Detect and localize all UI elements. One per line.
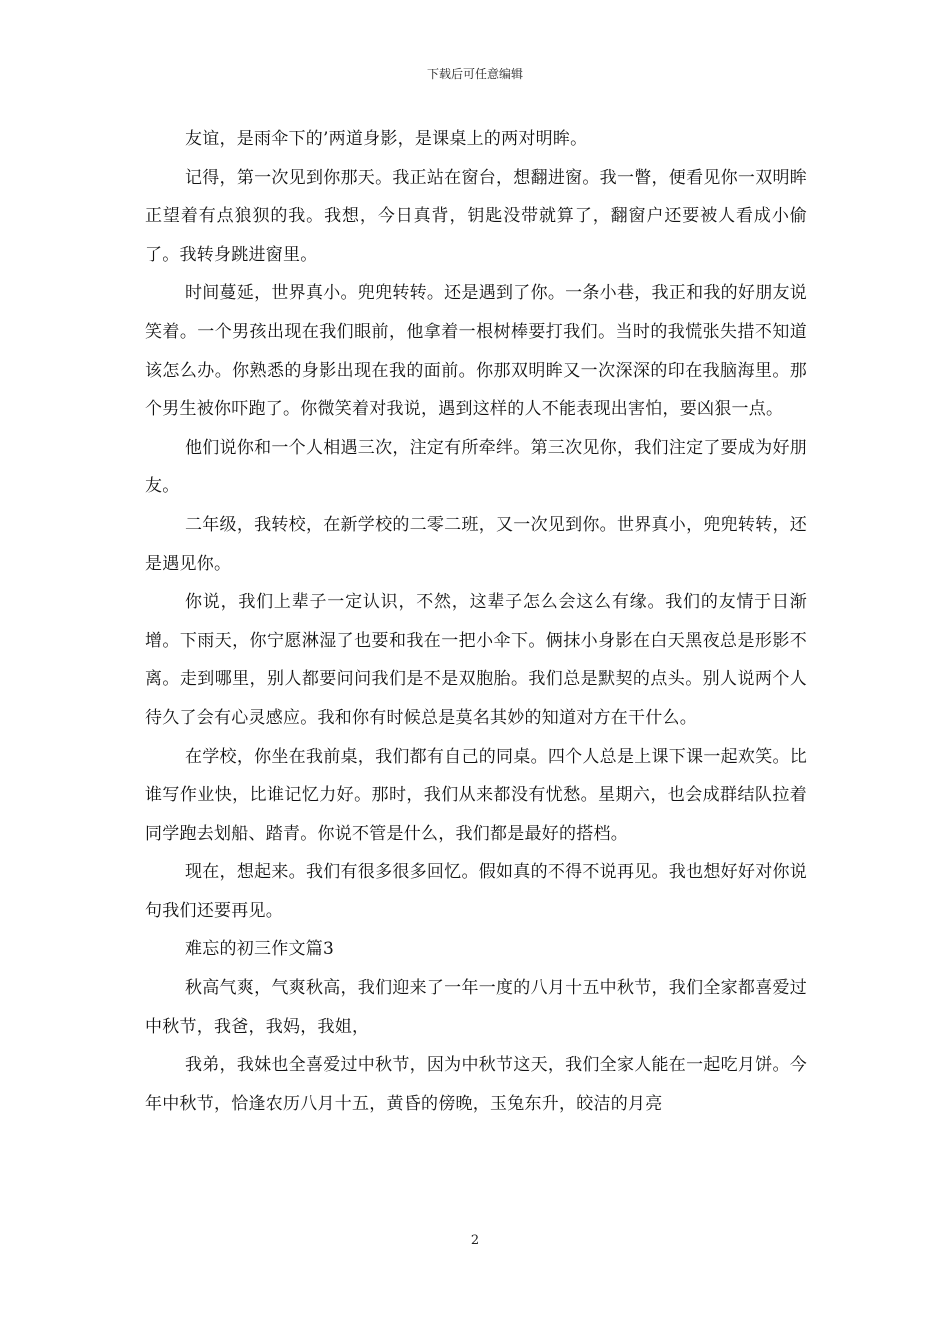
paragraph: 我弟，我妹也全喜爱过中秋节，因为中秋节这天，我们全家人能在一起吃月饼。今年中秋节，恰逢农历八月十五，黄昏的傍晚，玉兔东升，皎洁的月亮 [145,1055,807,1114]
article-body [145,120,807,1123]
paragraph: 秋高气爽，气爽秋高，我们迎来了一年一度的八月十五中秋节，我们全家都喜爱过中秋节，我爸，我妈，我姐， [145,978,807,1037]
paragraph: 你说，我们上辈子一定认识，不然，这辈子怎么会这么有缘。我们的友情于日渐增。下雨天，你宁愿淋湿了也要和我在一把小伞下。俩抹小身影在白天黑夜总是形影不离。走到哪里，别人都要问问我们是不是双胞胎。我们总是默契的点头。别人说两个人待久了会有心灵感应。我和你有时候总是莫名其妙的知道对方在干什么。 [145,592,807,728]
paragraph: 友谊，是雨伞下的’两道身影，是课桌上的两对明眸。 [185,129,588,149]
paragraph: 在学校，你坐在我前桌，我们都有自己的同桌。四个人总是上课下课一起欢笑。比谁写作业快，比谁记忆力好。那时，我们从来都没有忧愁。星期六，也会成群结队拉着同学跑去划船、踏青。你说不管是什么，我们都是最好的搭档。 [145,746,807,844]
section-heading: 难忘的初三作文篇3 [185,939,335,960]
paragraph: 他们说你和一个人相遇三次，注定有所牵绊。第三次见你，我们注定了要成为好朋友。 [145,437,807,497]
paragraph: 现在，想起来。我们有很多很多回忆。假如真的不得不说再见。我也想好好对你说句我们还要再见。 [145,862,807,921]
paragraph: 二年级，我转校，在新学校的二零二班，又一次见到你。世界真小，兜兜转转，还是遇见你。 [145,514,807,574]
page-header: 下载后可任意编辑 [426,67,523,81]
page-number: 2 [470,1233,480,1248]
paragraph: 时间蔓延，世界真小。兜兜转转。还是遇到了你。一条小巷，我正和我的好朋友说笑着。一个男孩出现在我们眼前，他拿着一根树棒要打我们。当时的我慌张失措不知道该怎么办。你熟悉的身影出现在我的面前。你那双明眸又一次深深的印在我脑海里。那个男生被你吓跑了。你微笑着对我说，遇到这样的人不能表现出害怕，要凶狠一点。 [145,283,807,420]
paragraph: 记得，第一次见到你那天。我正站在窗台，想翻进窗。我一瞥，便看见你一双明眸正望着有点狼狈的我。我想，今日真背，钥匙没带就算了，翻窗户还要被人看成小偷了。我转身跳进窗里。 [145,167,807,265]
